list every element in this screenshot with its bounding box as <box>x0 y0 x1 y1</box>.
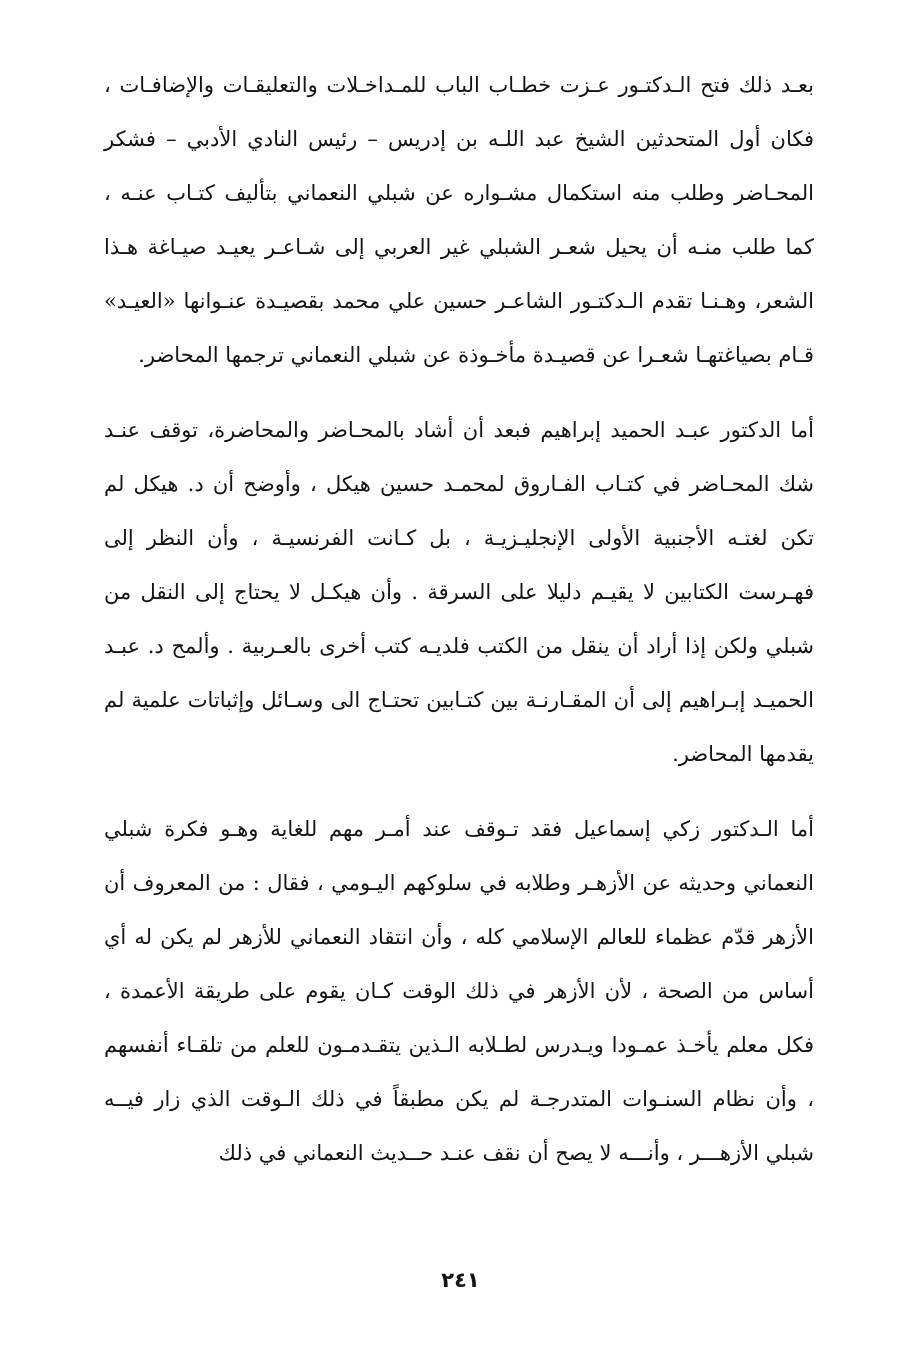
paragraph-1: بعـد ذلك فتح الـدكتـور عـزت خطـاب الباب للمـداخـلات والتعليقـات والإضافـات ، فكان أول المتحدثين الشيخ عبد اللـه بن إدريس – رئيس النادي الأدبي – فشكر المحـاضر وطلب منه استكمال مشـواره عن شبلي النعماني بتأليف كتـاب عنـه ، كما طلب منـه أن يحيل شعـر الشبلي غير العربي إلى شـاعـر يعيـد صيـاغة هـذا الشعر، وهـنـا تقدم الـدكتـور الشاعـر حسين علي محمد بقصيـدة عنـوانها «العيـد» قـام بصياغتهـا شعـرا عن قصيـدة مأخـوذة عن شبلي النعماني ترجمها المحاضر. <box>104 73 814 367</box>
page-number: ٢٤١ <box>441 1268 480 1292</box>
paragraph-2: أما الدكتور عبـد الحميد إبراهيم فبعد أن أشاد بالمحـاضر والمحاضرة، توقف عنـد شك المحـاضر في كتـاب الفـاروق لمحمـد حسين هيكل ، وأوضح أن د. هيكل لم تكن لغتـه الأجنبية الأولى الإنجليـزيـة ، بل كـانت الفرنسيـة ، وأن النظر إلى فهـرست الكتابين لا يقيـم دليلا على السرقة . وأن هيكـل لا يحتاج إلى النقل من شبلي ولكن إذا أراد أن ينقل من الكتب فلديـه كتب أخرى بالعـربية . وألمح د. عبـد الحميـد إبـراهيم إلى أن المقـارنـة بين كتـابين تحتـاج الى وسـائل وإثباتات علمية لم يقدمها المحاضر. <box>104 418 814 766</box>
body-text <box>104 58 814 1180</box>
paragraph-3: أما الـدكتور زكي إسماعيل فقد تـوقف عند أمـر مهم للغاية وهـو فكرة شبلي النعماني وحديثه عن الأزهـر وطلابه في سلوكهم اليـومي ، فقال : من المعروف أن الأزهر قدّم عظماء للعالم الإسلامي كله ، وأن انتقاد النعماني للأزهر لم يكن له أي أساس من الصحة ، لأن الأزهر في ذلك الوقت كـان يقوم على طريقة الأعمدة ، فكل معلم يأخـذ عمـودا ويـدرس لطـلابه الـذين يتقـدمـون للعلم من تلقـاء أنفسهم ، وأن نظام السنـوات المتدرجـة لم يكن مطبقاً في ذلك الـوقت الذي زار فيــه شبلي الأزهـــر ، وأنـــه لا يصح أن نقف عنـد حــديث النعماني في ذلك <box>104 817 814 1165</box>
